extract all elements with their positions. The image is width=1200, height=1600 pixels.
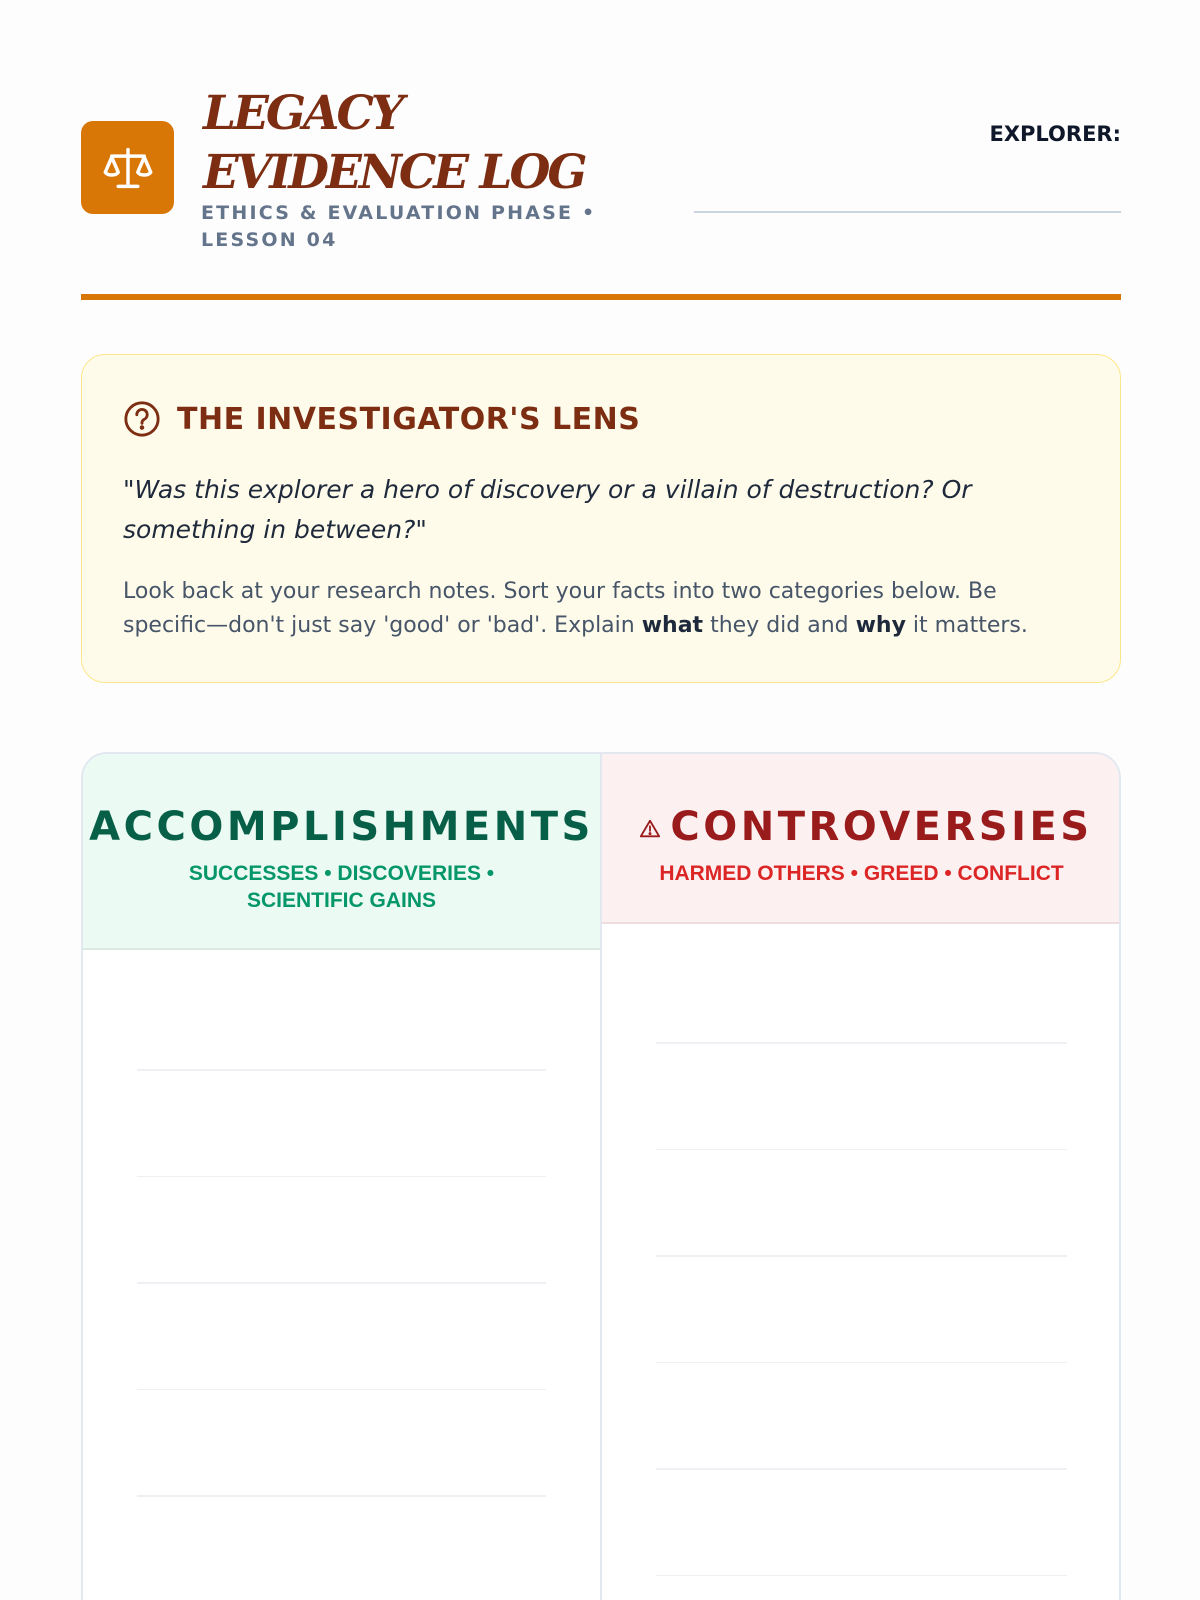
writing-line[interactable] [137,1282,546,1284]
header-divider [81,294,1121,300]
page-subtitle: ETHICS & EVALUATION PHASE • LESSON 04 [201,202,597,251]
scale-icon [102,142,154,194]
controversies-subtitle: HARMED OTHERS • GREED • CONFLICT [659,862,1064,885]
explorer-label: EXPLORER: [989,122,1121,146]
accomplishments-column [83,754,602,1600]
lens-instructions [123,575,1083,643]
controversies-header [602,754,1121,924]
writing-line[interactable] [656,1575,1067,1577]
accomplishments-writing-area[interactable] [137,1069,546,1600]
lens-quote: "Was this explorer a hero of discovery or a villain of destruction? Or something in between?" [123,475,972,544]
evidence-columns [81,752,1121,1600]
explorer-name-field[interactable] [694,211,1121,213]
accomplishments-title: ACCOMPLISHMENTS [89,804,594,850]
lens-title: THE INVESTIGATOR'S LENS [177,401,641,437]
writing-line[interactable] [656,1362,1067,1364]
instructions-emphasis-what: what [641,613,704,638]
instructions-text: it matters. [905,613,1028,638]
investigator-lens-panel [81,354,1121,683]
worksheet-header [81,84,1121,304]
writing-line[interactable] [137,1176,546,1178]
accomplishments-header [83,754,600,950]
writing-line[interactable] [656,1149,1067,1151]
page-title: LEGACY EVIDENCE LOG [203,86,585,200]
logo-badge [81,121,174,214]
writing-line[interactable] [137,1069,546,1071]
controversies-title: CONTROVERSIES [670,804,1093,850]
instructions-text: they did and [703,613,856,638]
writing-line[interactable] [656,1042,1067,1044]
instructions-text: Look back at your research notes. Sort your facts into two categories below. Be specific—don't just say 'good' or 'bad'. Explain [123,579,997,638]
lens-heading [123,400,640,438]
instructions-emphasis-why: why [855,613,906,638]
writing-line[interactable] [656,1468,1067,1470]
writing-line[interactable] [137,1495,546,1497]
writing-line[interactable] [137,1389,546,1391]
accomplishments-subtitle: SUCCESSES • DISCOVERIES • SCIENTIFIC GAINS [188,862,495,912]
question-circle-icon [123,400,161,438]
controversies-writing-area[interactable] [656,1042,1067,1600]
controversies-column [602,754,1121,1600]
writing-line[interactable] [656,1255,1067,1257]
